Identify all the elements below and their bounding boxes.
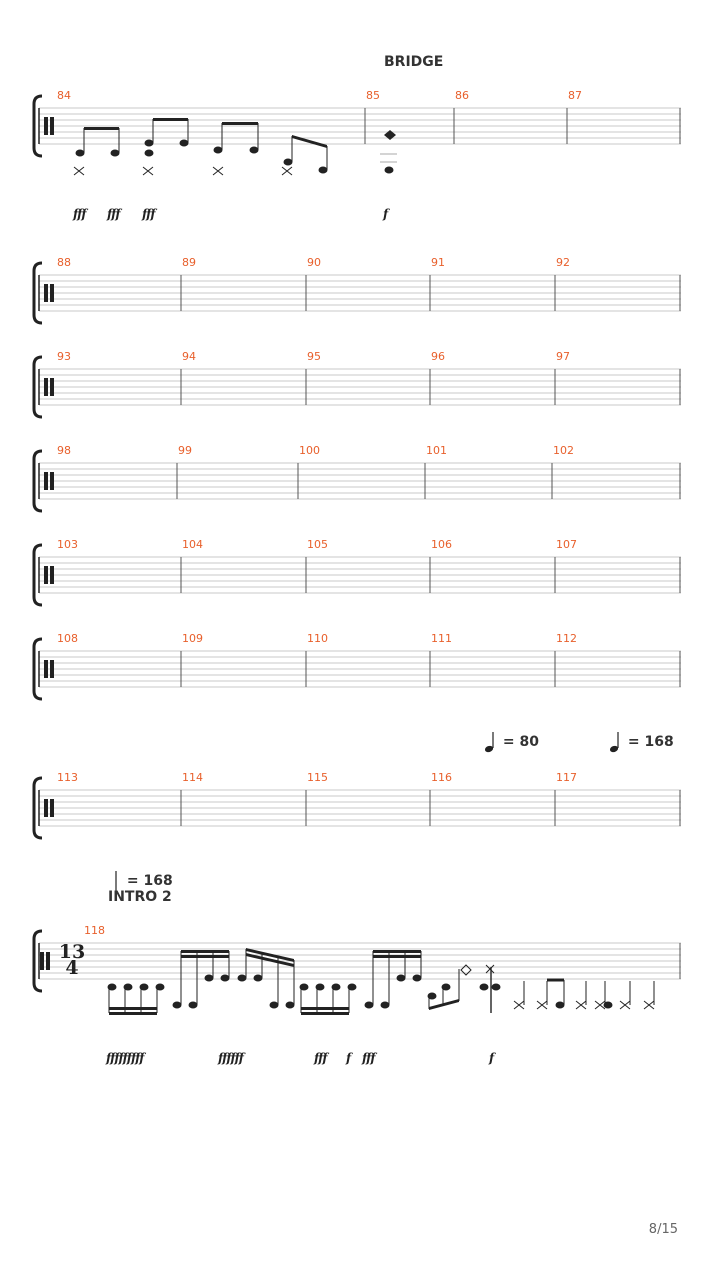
bar-number: 87 <box>568 89 582 102</box>
bar-number: 96 <box>431 350 445 363</box>
bar-number: 104 <box>182 538 203 551</box>
dynamic-marking: f <box>346 1051 351 1065</box>
bar-number: 118 <box>84 924 105 937</box>
bar-number: 103 <box>57 538 78 551</box>
dynamic-marking: fff <box>362 1051 375 1065</box>
tempo-marking-168 <box>609 732 674 754</box>
bar-number: 92 <box>556 256 570 269</box>
bar-number: 101 <box>426 444 447 457</box>
dynamic-marking: f <box>383 207 388 221</box>
time-signature <box>56 941 88 979</box>
bar-number: 110 <box>307 632 328 645</box>
dynamic-marking: f <box>489 1051 494 1065</box>
dynamic-marking: fff <box>73 207 86 221</box>
bar-number: 113 <box>57 771 78 784</box>
bar-number: 88 <box>57 256 71 269</box>
quarter-note-icon <box>609 732 623 754</box>
staff-system-7 <box>0 772 720 842</box>
dynamic-marking: fff <box>142 207 155 221</box>
notes-bar-118 <box>108 948 654 1015</box>
tempo-value: = 168 <box>627 734 674 750</box>
bar-number: 105 <box>307 538 328 551</box>
bar-number: 117 <box>556 771 577 784</box>
bar-number: 84 <box>57 89 71 102</box>
dynamic-marking: fffffffff <box>106 1051 144 1065</box>
bar-number: 115 <box>307 771 328 784</box>
tempo-value: = 168 <box>126 873 173 889</box>
dynamic-marking: fff <box>107 207 120 221</box>
bar-number: 102 <box>553 444 574 457</box>
section-label-bridge: BRIDGE <box>384 54 444 70</box>
bar-number: 111 <box>431 632 452 645</box>
bar-number: 85 <box>366 89 380 102</box>
tempo-value: = 80 <box>502 734 539 750</box>
staff-system-5 <box>0 539 720 609</box>
bar-number: 89 <box>182 256 196 269</box>
bar-number: 91 <box>431 256 445 269</box>
tempo-marking-80 <box>484 732 539 754</box>
bar-number: 108 <box>57 632 78 645</box>
staff-system-6 <box>0 633 720 703</box>
bar-number: 106 <box>431 538 452 551</box>
notes-bar-84 <box>74 118 327 175</box>
notes-bar-85 <box>380 130 397 173</box>
bar-number: 114 <box>182 771 203 784</box>
staff-lines <box>39 108 681 144</box>
bar-number: 109 <box>182 632 203 645</box>
time-signature-bottom: 4 <box>65 957 79 979</box>
bar-number: 94 <box>182 350 196 363</box>
time-signature-top: 13 <box>58 941 86 963</box>
bar-number: 97 <box>556 350 570 363</box>
quarter-note-icon <box>484 732 498 754</box>
dynamic-marking: fff <box>314 1051 327 1065</box>
staff-system-4 <box>0 445 720 515</box>
section-label-intro-2: INTRO 2 <box>108 889 172 905</box>
bar-number: 93 <box>57 350 71 363</box>
page-number: 8/15 <box>648 1222 678 1237</box>
bar-number: 116 <box>431 771 452 784</box>
staff-system-2 <box>0 257 720 327</box>
bar-number: 98 <box>57 444 71 457</box>
bar-number: 90 <box>307 256 321 269</box>
bar-number: 100 <box>299 444 320 457</box>
bar-number: 99 <box>178 444 192 457</box>
staff-system-8 <box>0 925 720 1035</box>
staff-system-3 <box>0 351 720 421</box>
bar-number: 112 <box>556 632 577 645</box>
staff-system-1 <box>0 90 720 220</box>
bar-number: 95 <box>307 350 321 363</box>
bar-number: 107 <box>556 538 577 551</box>
bar-number: 86 <box>455 89 469 102</box>
dynamic-marking: ffffff <box>218 1051 243 1065</box>
